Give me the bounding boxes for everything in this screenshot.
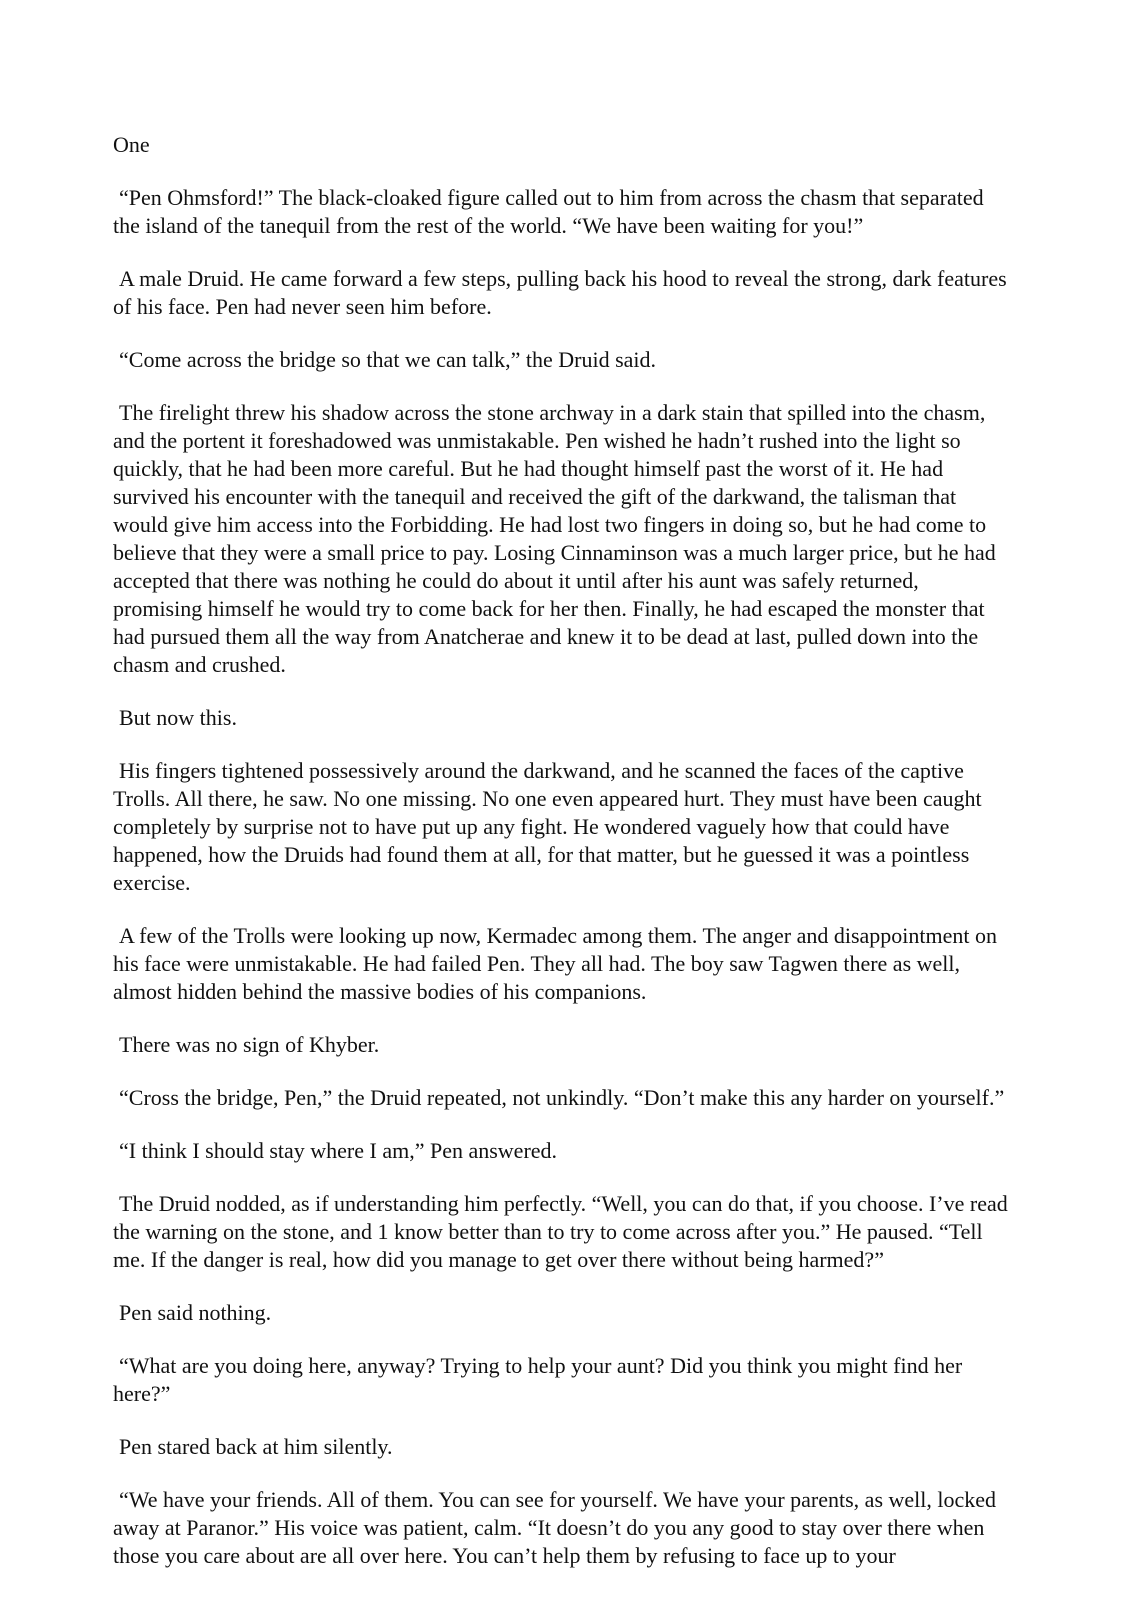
paragraph: “Come across the bridge so that we can talk,” the Druid said. xyxy=(119,347,657,372)
paragraph: Pen stared back at him silently. xyxy=(119,1434,393,1459)
chapter-heading: One xyxy=(113,132,150,157)
paragraph: His fingers tightened possessively around the darkwand, and he scanned the faces of the captive Trolls. All there, he saw. No one missing. No one even appeared hurt. They must have been caught completely by surprise not to have put up any fight. He wondered vaguely how that could have happened, how the Druids had found them at all, for that matter, but he guessed it was a pointless exercise. xyxy=(113,758,982,895)
paragraph: There was no sign of Khyber. xyxy=(119,1032,380,1057)
paragraph: A few of the Trolls were looking up now, Kermadec among them. The anger and disappointment on his face were unmistakable. He had failed Pen. They all had. The boy saw Tagwen there as well, almost hidden behind the massive bodies of his companions. xyxy=(113,923,997,1004)
paragraph: “I think I should stay where I am,” Pen answered. xyxy=(119,1138,558,1163)
paragraph: But now this. xyxy=(119,705,237,730)
paragraph: The Druid nodded, as if understanding him perfectly. “Well, you can do that, if you choose. I’ve read the warning on the stone, and 1 know better than to try to come across after you.” He paused. “Tell me. If the danger is real, how did you manage to get over there without being harmed?” xyxy=(113,1191,1008,1272)
paragraph: “What are you doing here, anyway? Trying to help your aunt? Did you think you might find her here?” xyxy=(113,1353,963,1406)
text-column xyxy=(113,131,1010,1570)
paragraph: Pen said nothing. xyxy=(119,1300,272,1325)
paragraph: “Cross the bridge, Pen,” the Druid repeated, not unkindly. “Don’t make this any harder on yourself.” xyxy=(119,1085,1005,1110)
paragraph: “We have your friends. All of them. You can see for yourself. We have your parents, as well, locked away at Paranor.” His voice was patient, calm. “It doesn’t do you any good to stay over there when those you care about are all over here. You can’t help them by refusing to face up to your xyxy=(113,1487,997,1568)
paragraph: A male Druid. He came forward a few steps, pulling back his hood to reveal the strong, dark features of his face. Pen had never seen him before. xyxy=(113,266,1007,319)
paragraph: “Pen Ohmsford!” The black-cloaked figure called out to him from across the chasm that separated the island of the tanequil from the rest of the world. “We have been waiting for you!” xyxy=(113,185,984,238)
paragraph: The firelight threw his shadow across the stone archway in a dark stain that spilled into the chasm, and the portent it foreshadowed was unmistakable. Pen wished he hadn’t rushed into the light so quickly, that he had been more careful. But he had thought himself past the worst of it. He had survived his encounter with the tanequil and received the gift of the darkwand, the talisman that would give him access into the Forbidding. He had lost two fingers in doing so, but he had come to believe that they were a small price to pay. Losing Cinnaminson was a much larger price, but he had accepted that there was nothing he could do about it until after his aunt was safely returned, promising himself he would try to come back for her then. Finally, he had escaped the monster that had pursued them all the way from Anatcherae and knew it to be dead at last, pulled down into the chasm and crushed. xyxy=(113,400,996,677)
